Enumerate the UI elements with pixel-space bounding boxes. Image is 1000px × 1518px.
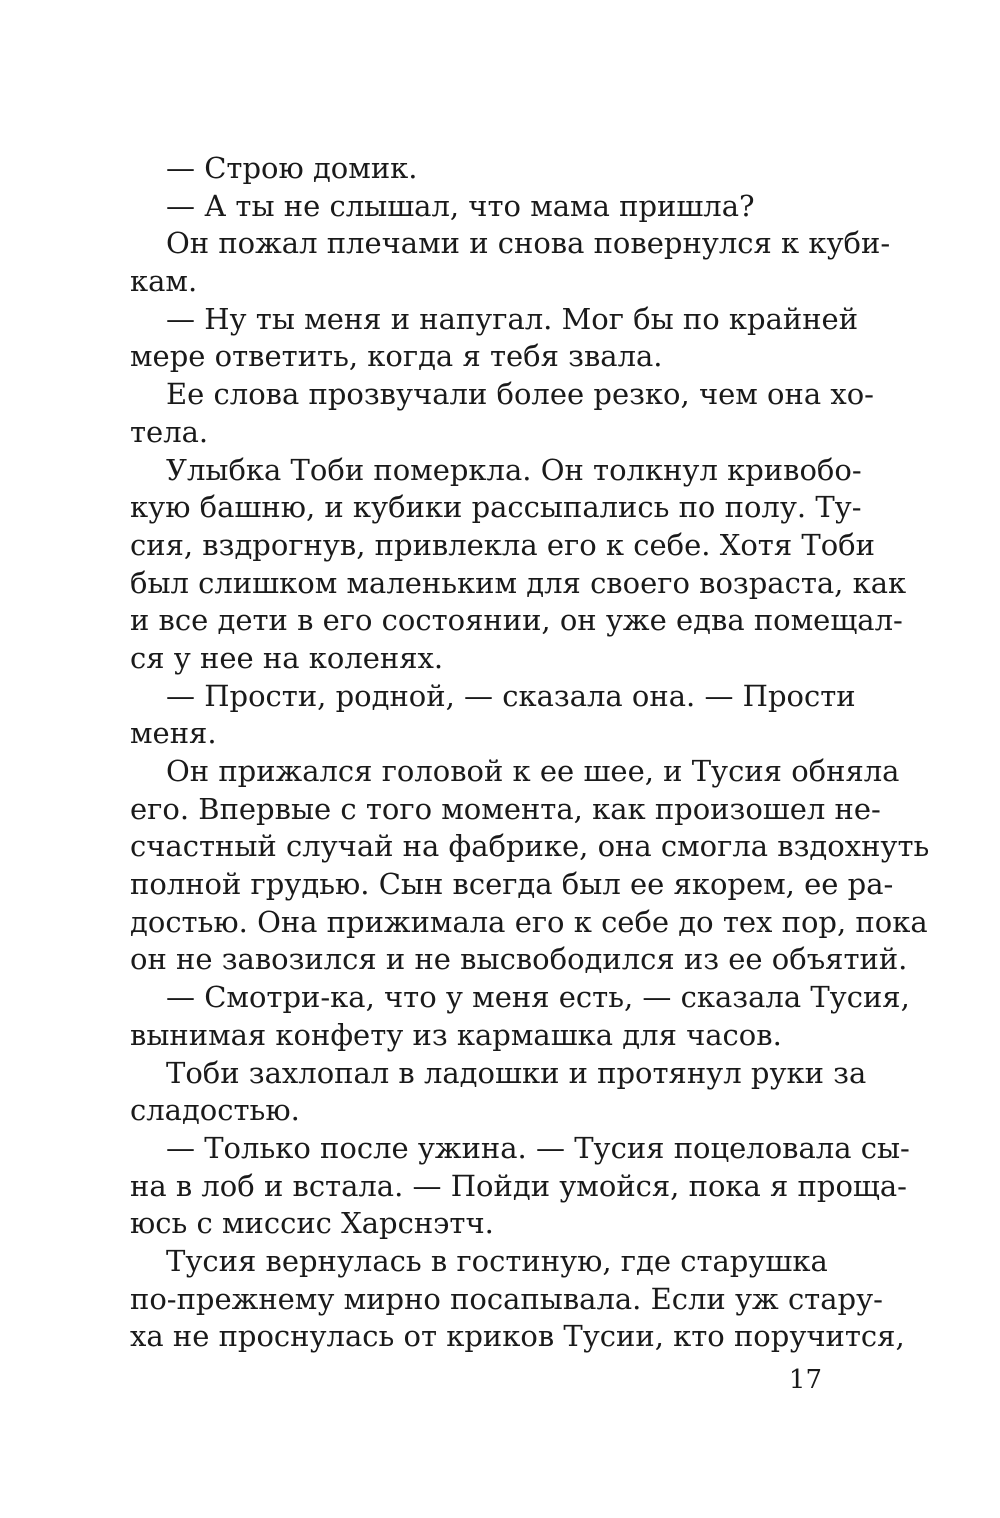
body-text [130, 150, 930, 1356]
text-line: — Только после ужина. — Тусия поцеловала сы- [166, 1130, 910, 1165]
text-line: вынимая конфету из кармашка для часов. [130, 1017, 782, 1052]
text-line: Тусия вернулась в гостиную, где старушка [166, 1243, 828, 1278]
text-line: сия, вздрогнув, привлекла его к себе. Хотя Тоби [130, 527, 875, 562]
text-line: Тоби захлопал в ладошки и протянул руки за [166, 1055, 867, 1090]
text-line: он не завозился и не высвободился из ее объятий. [130, 942, 908, 977]
text-line: полной грудью. Сын всегда был ее якорем, ее ра- [130, 867, 894, 902]
text-line: мере ответить, когда я тебя звала. [130, 339, 663, 374]
page-number: 17 [788, 1365, 822, 1395]
text-line: Он пожал плечами и снова повернулся к куби- [166, 226, 891, 261]
text-line: — Ну ты меня и напугал. Мог бы по крайней [166, 301, 859, 336]
text-line: — А ты не слышал, что мама пришла? [166, 188, 755, 223]
text-line: юсь с миссис Харснэтч. [130, 1206, 494, 1241]
text-line: достью. Она прижимала его к себе до тех пор, пока [130, 904, 928, 939]
text-line: кую башню, и кубики рассыпались по полу. Ту- [130, 490, 862, 525]
text-line: ха не проснулась от криков Тусии, кто поручится, [130, 1319, 905, 1354]
text-line: Ее слова прозвучали более резко, чем она хо- [166, 377, 874, 412]
text-line: счастный случай на фабрике, она смогла вздохнуть [130, 829, 930, 864]
text-line: его. Впервые с того момента, как произошел не- [130, 791, 881, 826]
text-line: тела. [130, 414, 209, 449]
text-line: и все дети в его состоянии, он уже едва помещал- [130, 603, 903, 638]
text-line: Он прижался головой к ее шее, и Тусия обняла [166, 754, 900, 788]
text-line: на в лоб и встала. — Пойди умойся, пока я проща- [130, 1168, 907, 1203]
text-line: Улыбка Тоби померкла. Он толкнул кривобо- [166, 452, 862, 487]
text-line: ся у нее на коленях. [130, 640, 444, 675]
text-line: — Строю домик. [166, 151, 418, 185]
text-line: по-прежнему мирно посапывала. Если уж стару- [130, 1281, 883, 1316]
text-line: сладостью. [130, 1093, 300, 1128]
text-line: меня. [130, 716, 217, 751]
text-line: — Смотри-ка, что у меня есть, — сказала Тусия, [166, 980, 910, 1015]
text-line: был слишком маленьким для своего возраста, как [130, 565, 907, 600]
text-line: — Прости, родной, — сказала она. — Прости [166, 678, 856, 713]
text-line: кам. [130, 264, 198, 299]
